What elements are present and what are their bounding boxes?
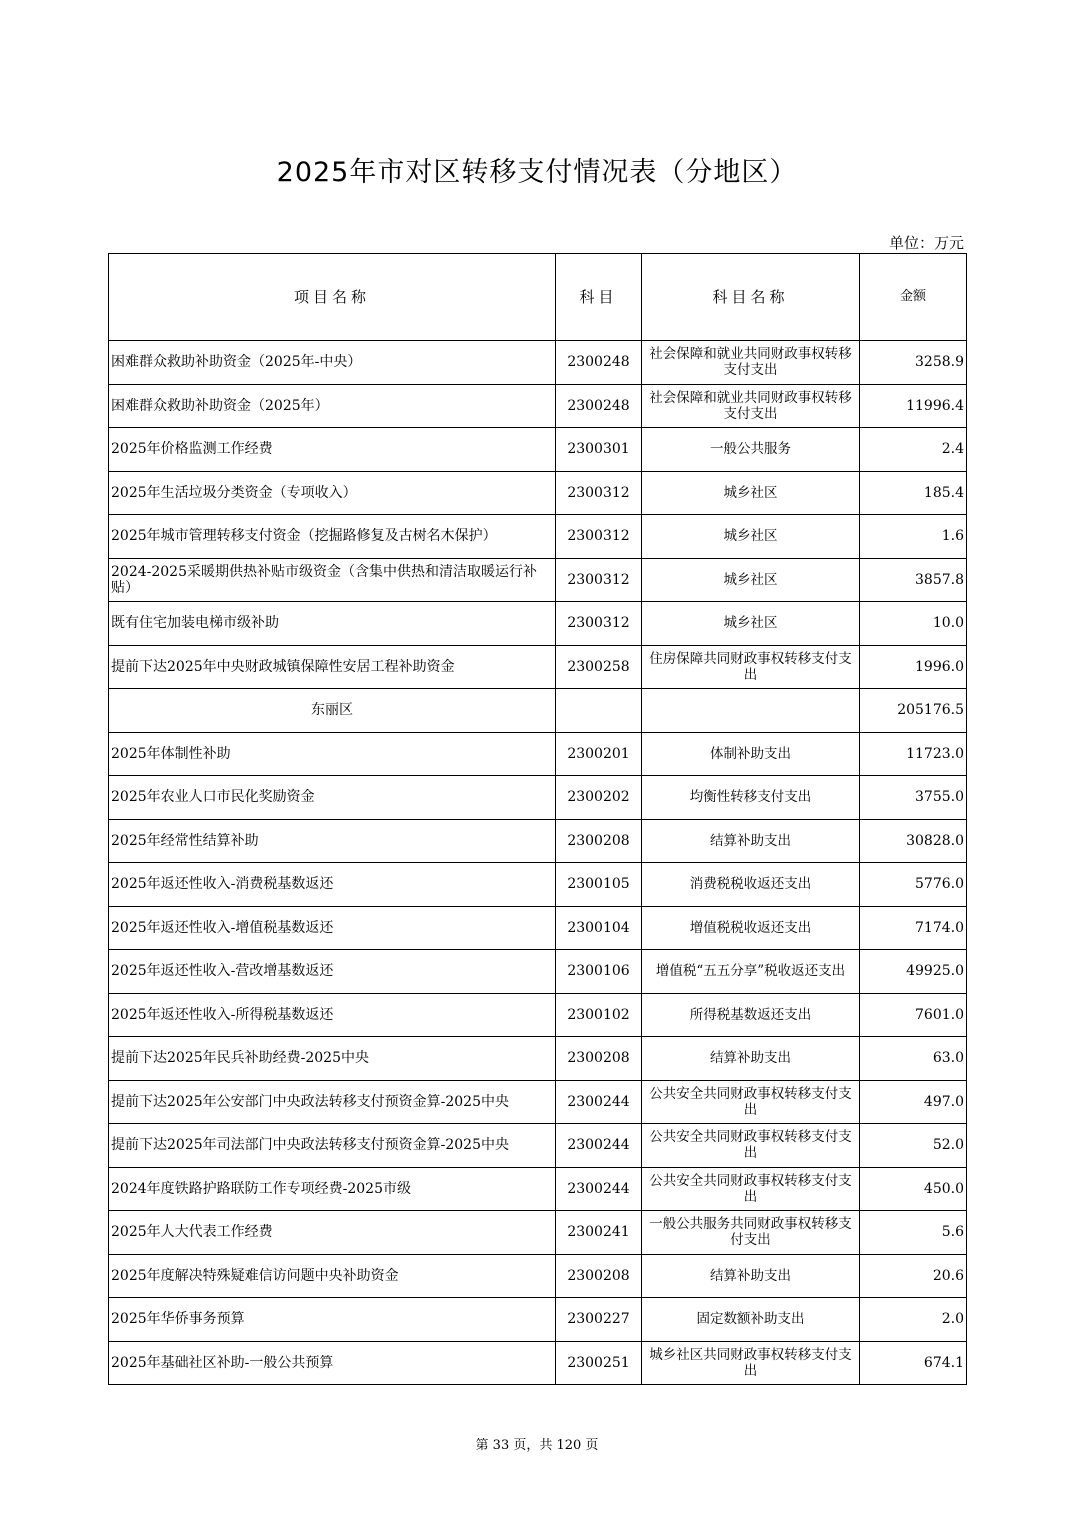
cell-subject-name: 增值税“五五分享”税收返还支出: [642, 950, 860, 994]
cell-project-name: 2025年返还性收入-所得税基数返还: [109, 993, 556, 1037]
table-row: [109, 732, 967, 776]
cell-subject-code: 2300244: [556, 1124, 642, 1168]
cell-project-name: 2025年返还性收入-消费税基数返还: [109, 863, 556, 907]
cell-subject-code: [556, 689, 642, 733]
table-row: [109, 819, 967, 863]
table-row: [109, 1037, 967, 1081]
header-subject-name: 科目名称: [642, 254, 860, 341]
cell-subject-name: 社会保障和就业共同财政事权转移支付支出: [642, 384, 860, 428]
cell-subject-code: 2300105: [556, 863, 642, 907]
cell-subject-code: 2300312: [556, 471, 642, 515]
page-title: 2025年市对区转移支付情况表（分地区）: [276, 157, 798, 188]
cell-subject-code: 2300244: [556, 1080, 642, 1124]
cell-subject-code: 2300104: [556, 906, 642, 950]
table-row: [109, 776, 967, 820]
region-row: [109, 689, 967, 733]
cell-subject-code: 2300312: [556, 515, 642, 559]
cell-amount: 63.0: [860, 1037, 967, 1081]
cell-subject-name: 均衡性转移支付支出: [642, 776, 860, 820]
table-row: [109, 1080, 967, 1124]
table-row: [109, 1211, 967, 1255]
cell-subject-name: 结算补助支出: [642, 1254, 860, 1298]
cell-project-name: 提前下达2025年司法部门中央政法转移支付预资金算-2025中央: [109, 1124, 556, 1168]
cell-amount: 20.6: [860, 1254, 967, 1298]
cell-amount: 185.4: [860, 471, 967, 515]
cell-amount: 7601.0: [860, 993, 967, 1037]
cell-subject-code: 2300244: [556, 1167, 642, 1211]
cell-subject-name: 体制补助支出: [642, 732, 860, 776]
cell-project-name: 2024年度铁路护路联防工作专项经费-2025市级: [109, 1167, 556, 1211]
table-row: [109, 1254, 967, 1298]
table-row: [109, 863, 967, 907]
page-footer: 第 33 页，共 120 页: [475, 1438, 599, 1453]
cell-subject-code: 2300251: [556, 1341, 642, 1385]
cell-subject-code: 2300208: [556, 1037, 642, 1081]
cell-project-name: 2025年华侨事务预算: [109, 1298, 556, 1342]
cell-project-name: 2025年城市管理转移支付资金（挖掘路修复及古树名木保护）: [109, 515, 556, 559]
table-row: [109, 471, 967, 515]
table-header-row: [109, 254, 967, 341]
transfer-payment-table: [108, 253, 967, 1385]
table-row: [109, 602, 967, 646]
cell-amount: 5776.0: [860, 863, 967, 907]
cell-amount: 3857.8: [860, 558, 967, 602]
cell-subject-code: 2300312: [556, 558, 642, 602]
cell-amount: 11996.4: [860, 384, 967, 428]
cell-subject-code: 2300202: [556, 776, 642, 820]
table-body: [109, 254, 967, 1385]
cell-project-name: 2025年人大代表工作经费: [109, 1211, 556, 1255]
cell-amount: 1996.0: [860, 645, 967, 689]
header-project-name: 项目名称: [109, 254, 556, 341]
cell-subject-name: 所得税基数返还支出: [642, 993, 860, 1037]
table-row: [109, 906, 967, 950]
table-row: [109, 1298, 967, 1342]
cell-subject-name: 一般公共服务: [642, 428, 860, 472]
cell-amount: 30828.0: [860, 819, 967, 863]
table-row: [109, 1124, 967, 1168]
cell-subject-code: 2300102: [556, 993, 642, 1037]
cell-subject-name: 城乡社区: [642, 602, 860, 646]
cell-subject-code: 2300227: [556, 1298, 642, 1342]
cell-subject-name: 消费税税收返还支出: [642, 863, 860, 907]
cell-subject-name: 公共安全共同财政事权转移支付支出: [642, 1124, 860, 1168]
cell-project-name: 提前下达2025年民兵补助经费-2025中央: [109, 1037, 556, 1081]
table-row: [109, 341, 967, 385]
cell-amount: 52.0: [860, 1124, 967, 1168]
cell-subject-code: 2300248: [556, 384, 642, 428]
cell-project-name: 2025年体制性补助: [109, 732, 556, 776]
table-row: [109, 384, 967, 428]
cell-subject-name: 一般公共服务共同财政事权转移支付支出: [642, 1211, 860, 1255]
cell-project-name: 2025年农业人口市民化奖励资金: [109, 776, 556, 820]
cell-subject-name: 住房保障共同财政事权转移支付支出: [642, 645, 860, 689]
unit-label: 单位：万元: [888, 234, 964, 252]
cell-amount: 7174.0: [860, 906, 967, 950]
cell-amount: 5.6: [860, 1211, 967, 1255]
table-row: [109, 558, 967, 602]
cell-subject-name: 城乡社区共同财政事权转移支付支出: [642, 1341, 860, 1385]
cell-subject-name: 增值税税收返还支出: [642, 906, 860, 950]
table-row: [109, 993, 967, 1037]
table-row: [109, 950, 967, 994]
cell-subject-name: 结算补助支出: [642, 1037, 860, 1081]
header-subject-code: 科目: [556, 254, 642, 341]
cell-subject-name: 固定数额补助支出: [642, 1298, 860, 1342]
cell-amount: 674.1: [860, 1341, 967, 1385]
cell-amount: 2.4: [860, 428, 967, 472]
table-row: [109, 428, 967, 472]
cell-subject-name: 结算补助支出: [642, 819, 860, 863]
cell-project-name: 2025年经常性结算补助: [109, 819, 556, 863]
cell-subject-code: 2300312: [556, 602, 642, 646]
cell-project-name: 2024-2025采暖期供热补贴市级资金（含集中供热和清洁取暖运行补贴）: [109, 558, 556, 602]
cell-project-name: 2025年价格监测工作经费: [109, 428, 556, 472]
table-row: [109, 1341, 967, 1385]
table-row: [109, 645, 967, 689]
cell-amount: 205176.5: [860, 689, 967, 733]
cell-subject-name: 城乡社区: [642, 515, 860, 559]
cell-amount: 3755.0: [860, 776, 967, 820]
cell-subject-name: 公共安全共同财政事权转移支付支出: [642, 1080, 860, 1124]
cell-subject-code: 2300258: [556, 645, 642, 689]
cell-project-name: 东丽区: [109, 689, 556, 733]
cell-subject-name: 城乡社区: [642, 471, 860, 515]
cell-amount: 11723.0: [860, 732, 967, 776]
cell-project-name: 2025年生活垃圾分类资金（专项收入）: [109, 471, 556, 515]
cell-subject-name: [642, 689, 860, 733]
cell-amount: 2.0: [860, 1298, 967, 1342]
table-row: [109, 1167, 967, 1211]
cell-project-name: 提前下达2025年公安部门中央政法转移支付预资金算-2025中央: [109, 1080, 556, 1124]
cell-subject-code: 2300301: [556, 428, 642, 472]
cell-project-name: 2025年返还性收入-增值税基数返还: [109, 906, 556, 950]
cell-subject-code: 2300208: [556, 819, 642, 863]
cell-project-name: 困难群众救助补助资金（2025年）: [109, 384, 556, 428]
cell-amount: 1.6: [860, 515, 967, 559]
cell-project-name: 2025年基础社区补助-一般公共预算: [109, 1341, 556, 1385]
cell-project-name: 既有住宅加装电梯市级补助: [109, 602, 556, 646]
cell-amount: 3258.9: [860, 341, 967, 385]
cell-amount: 10.0: [860, 602, 967, 646]
cell-subject-name: 城乡社区: [642, 558, 860, 602]
cell-amount: 497.0: [860, 1080, 967, 1124]
cell-project-name: 2025年返还性收入-营改增基数返还: [109, 950, 556, 994]
cell-subject-name: 公共安全共同财政事权转移支付支出: [642, 1167, 860, 1211]
cell-project-name: 2025年度解决特殊疑难信访问题中央补助资金: [109, 1254, 556, 1298]
cell-subject-code: 2300208: [556, 1254, 642, 1298]
cell-subject-code: 2300106: [556, 950, 642, 994]
cell-subject-code: 2300201: [556, 732, 642, 776]
cell-project-name: 提前下达2025年中央财政城镇保障性安居工程补助资金: [109, 645, 556, 689]
header-amount: 金额: [860, 254, 967, 341]
cell-subject-code: 2300248: [556, 341, 642, 385]
cell-amount: 49925.0: [860, 950, 967, 994]
cell-project-name: 困难群众救助补助资金（2025年-中央）: [109, 341, 556, 385]
cell-amount: 450.0: [860, 1167, 967, 1211]
cell-subject-code: 2300241: [556, 1211, 642, 1255]
cell-subject-name: 社会保障和就业共同财政事权转移支付支出: [642, 341, 860, 385]
table-row: [109, 515, 967, 559]
